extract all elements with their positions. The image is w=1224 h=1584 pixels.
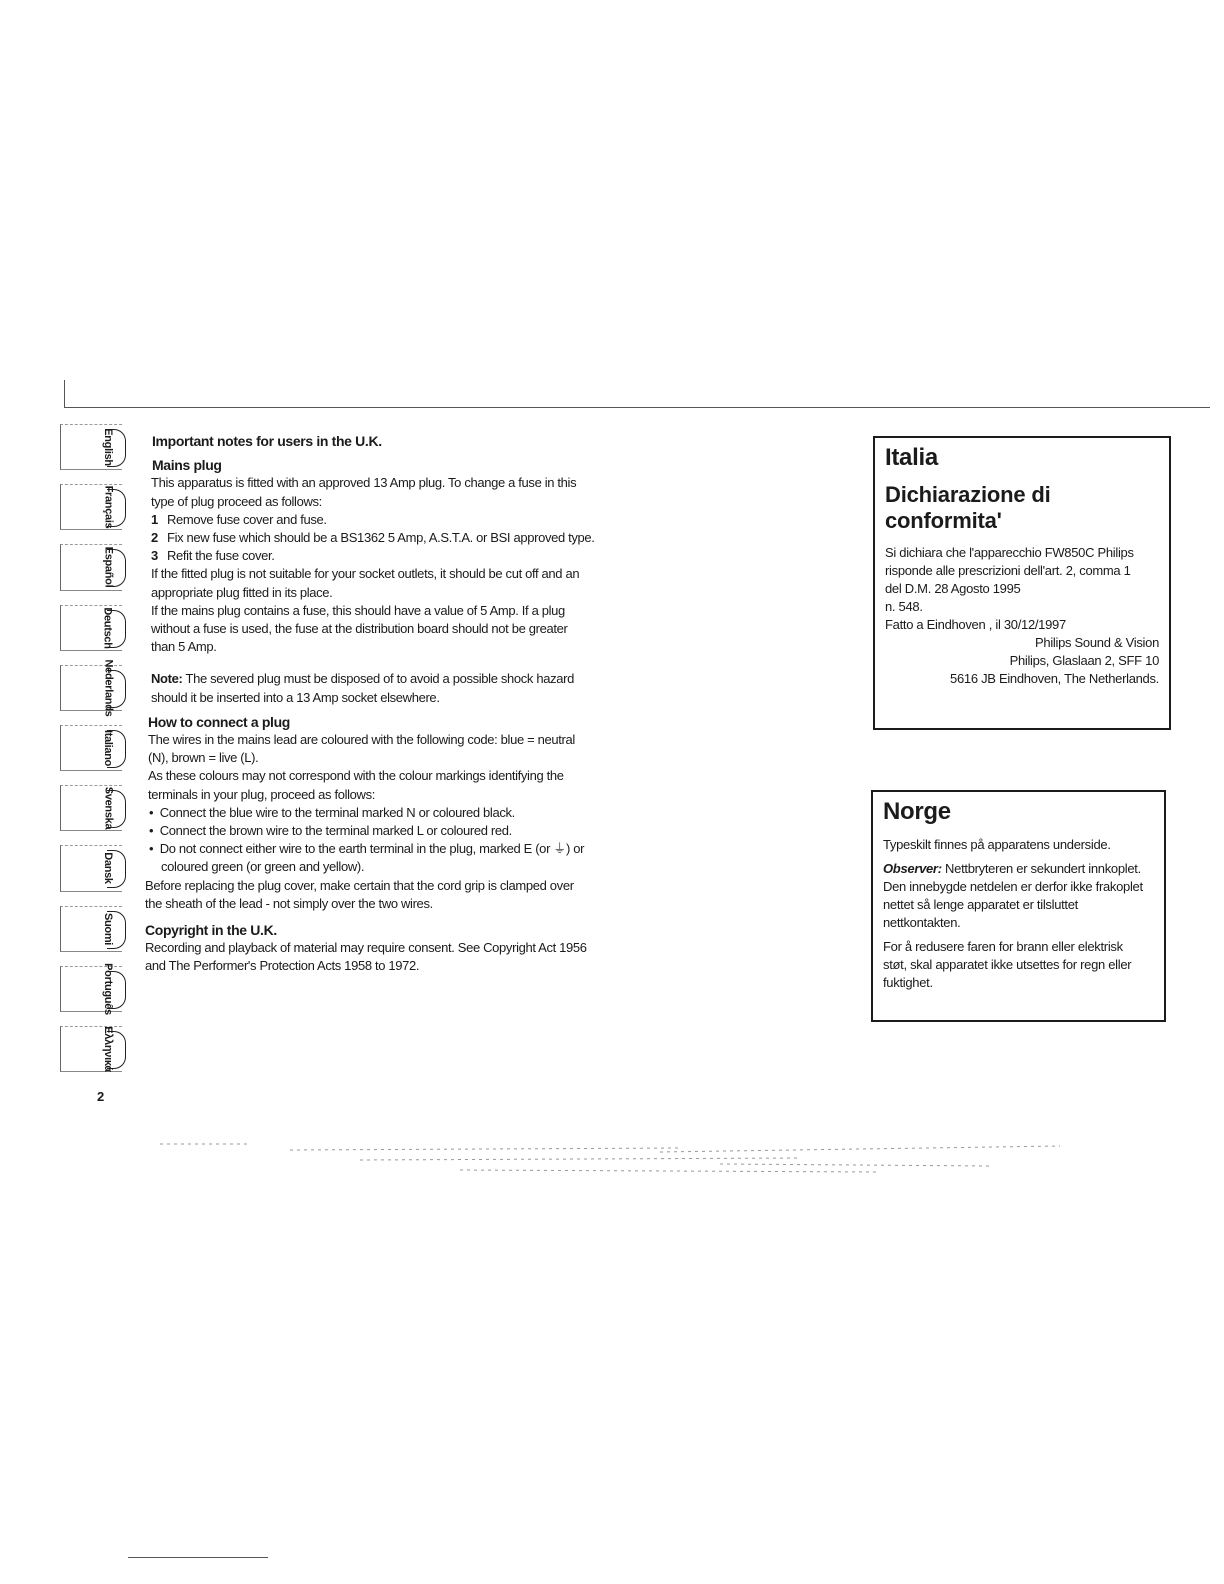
margin-tick xyxy=(64,380,65,407)
body-line: risponde alle prescrizioni dell'art. 2, comma 1 xyxy=(885,563,1131,578)
step-number: 3 xyxy=(151,548,158,564)
body-line: (N), brown = live (L). xyxy=(148,750,259,766)
body-line: støt, skal apparatet ikke utsettes for regn eller xyxy=(883,957,1132,972)
step-text: Refit the fuse cover. xyxy=(167,548,275,564)
observer-text: Nettbryteren er sekundert innkoplet. xyxy=(941,861,1141,876)
observer-label: Observer: xyxy=(883,861,942,876)
bullet-text: Connect the blue wire to the terminal marked N or coloured black. xyxy=(159,804,515,820)
body-line: Recording and playback of material may require consent. See Copyright Act 1956 xyxy=(145,940,587,956)
tab-ellinika[interactable] xyxy=(60,1026,122,1072)
bullet-text: Do not connect either wire to the earth terminal in the plug, marked E (or ⏚) or coloured green (or green and yellow). xyxy=(159,841,585,875)
step-item xyxy=(151,511,625,529)
language-tabs xyxy=(60,424,122,1086)
header-rule xyxy=(64,407,1210,408)
body-line: nettet så lenge apparatet er tilsluttet xyxy=(883,897,1078,912)
address-line: Philips Sound & Vision xyxy=(1035,635,1159,650)
note-line: should it be inserted into a 13 Amp socket elsewhere. xyxy=(151,689,440,705)
body-line: without a fuse is used, the fuse at the distribution board should not be greater xyxy=(151,621,568,637)
tab-label: Svenska xyxy=(102,786,115,830)
body-line: Before replacing the plug cover, make certain that the cord grip is clamped over xyxy=(145,877,574,893)
body-line: terminals in your plug, proceed as follows: xyxy=(148,786,376,802)
mains-intro-line: type of plug proceed as follows: xyxy=(151,493,322,509)
tab-portugues[interactable] xyxy=(60,962,122,1015)
address-line: Philips, Glaslaan 2, SFF 10 xyxy=(1009,653,1159,668)
fatto-line: Fatto a Eindhoven , il 30/12/1997 xyxy=(885,617,1066,632)
body-line: and The Performer's Protection Acts 1958 to 1972. xyxy=(145,958,420,974)
tab-italiano[interactable] xyxy=(60,725,122,771)
tab-espanol[interactable] xyxy=(60,544,122,590)
italia-title: Italia xyxy=(885,444,938,471)
body-line: n. 548. xyxy=(885,599,923,614)
body-line: appropriate plug fitted in its place. xyxy=(151,584,333,600)
tab-label: Suomi xyxy=(102,912,114,945)
body-line: Den innebygde netdelen er derfor ikke frakoplet xyxy=(883,879,1143,894)
body-line: Si dichiara che l'apparecchio FW850C Philips xyxy=(885,545,1134,560)
body-line: As these colours may not correspond with the colour markings identifying the xyxy=(148,768,564,784)
tab-dansk[interactable] xyxy=(60,845,122,891)
mains-plug-heading: Mains plug xyxy=(152,457,222,474)
tab-svenska[interactable] xyxy=(60,785,122,831)
tab-nederlands[interactable] xyxy=(60,659,122,717)
italia-body xyxy=(885,544,1159,688)
bullet-item: • Connect the brown wire to the terminal marked L or coloured red. xyxy=(149,823,512,839)
step-item xyxy=(151,547,625,565)
step-number: 1 xyxy=(151,511,158,527)
uk-title: Important notes for users in the U.K. xyxy=(152,433,382,449)
copyright-heading: Copyright in the U.K. xyxy=(145,922,277,939)
tab-label: Français xyxy=(102,485,115,529)
step-text: Fix new fuse which should be a BS1362 5 Amp, A.S.T.A. or BSI approved type. xyxy=(167,530,595,546)
body-line: If the fitted plug is not suitable for your socket outlets, it should be cut off and an xyxy=(151,566,580,582)
norge-box xyxy=(871,790,1166,1022)
tab-label: Nederlands xyxy=(102,659,115,717)
tab-label: Español xyxy=(102,547,114,588)
address-line: 5616 JB Eindhoven, The Netherlands. xyxy=(950,671,1159,686)
uk-notes-section xyxy=(145,432,625,976)
page-number: 2 xyxy=(97,1089,105,1104)
step-text: Remove fuse cover and fuse. xyxy=(167,511,327,527)
body-line: nettkontakten. xyxy=(883,915,961,930)
bullet-text: Connect the brown wire to the terminal marked L or coloured red. xyxy=(159,823,512,839)
body-line: If the mains plug contains a fuse, this should have a value of 5 Amp. If a plug xyxy=(151,602,565,618)
tab-deutsch[interactable] xyxy=(60,605,122,651)
tab-label: Deutsch xyxy=(102,606,114,649)
observer-line xyxy=(883,860,1154,878)
body-line: del D.M. 28 Agosto 1995 xyxy=(885,581,1021,596)
body-line: the sheath of the lead - not simply over the two wires. xyxy=(145,895,433,911)
body-line: than 5 Amp. xyxy=(151,639,217,655)
tab-francais[interactable] xyxy=(60,484,122,530)
body-line: Typeskilt finnes på apparatens underside. xyxy=(883,837,1111,852)
norge-title: Norge xyxy=(883,798,951,825)
norge-body xyxy=(883,836,1154,992)
body-line: fuktighet. xyxy=(883,975,933,990)
note-text: The severed plug must be disposed of to avoid a possible shock hazard xyxy=(182,671,574,687)
scan-noise xyxy=(160,1140,1060,1180)
tab-suomi[interactable] xyxy=(60,906,122,952)
italia-subtitle: Dichiarazione di conformita' xyxy=(885,482,1051,533)
tab-label: Italiano xyxy=(102,729,115,766)
body-line: The wires in the mains lead are coloured with the following code: blue = neutral xyxy=(148,732,575,748)
bullet-item: • Do not connect either wire to the earth terminal in the plug, marked E (or ⏚) or coloured green (or green and yellow). xyxy=(149,841,585,875)
step-number: 2 xyxy=(151,530,158,546)
footer-line xyxy=(128,1557,268,1558)
step-item xyxy=(151,529,625,547)
italia-box xyxy=(873,436,1171,730)
tab-english[interactable] xyxy=(60,424,122,470)
note-label: Note: xyxy=(151,671,183,687)
tab-label: Português xyxy=(102,962,115,1015)
body-line: For å redusere faren for brann eller elektrisk xyxy=(883,939,1123,954)
bullet-item: • Connect the blue wire to the terminal marked N or coloured black. xyxy=(149,804,515,820)
connect-plug-heading: How to connect a plug xyxy=(148,713,290,730)
note-line xyxy=(151,670,625,688)
tab-label: Ελληνικά xyxy=(102,1026,115,1072)
tab-label: Dansk xyxy=(102,852,114,885)
tab-label: English xyxy=(102,428,114,466)
mains-intro-line: This apparatus is fitted with an approved 13 Amp plug. To change a fuse in this xyxy=(151,475,577,491)
